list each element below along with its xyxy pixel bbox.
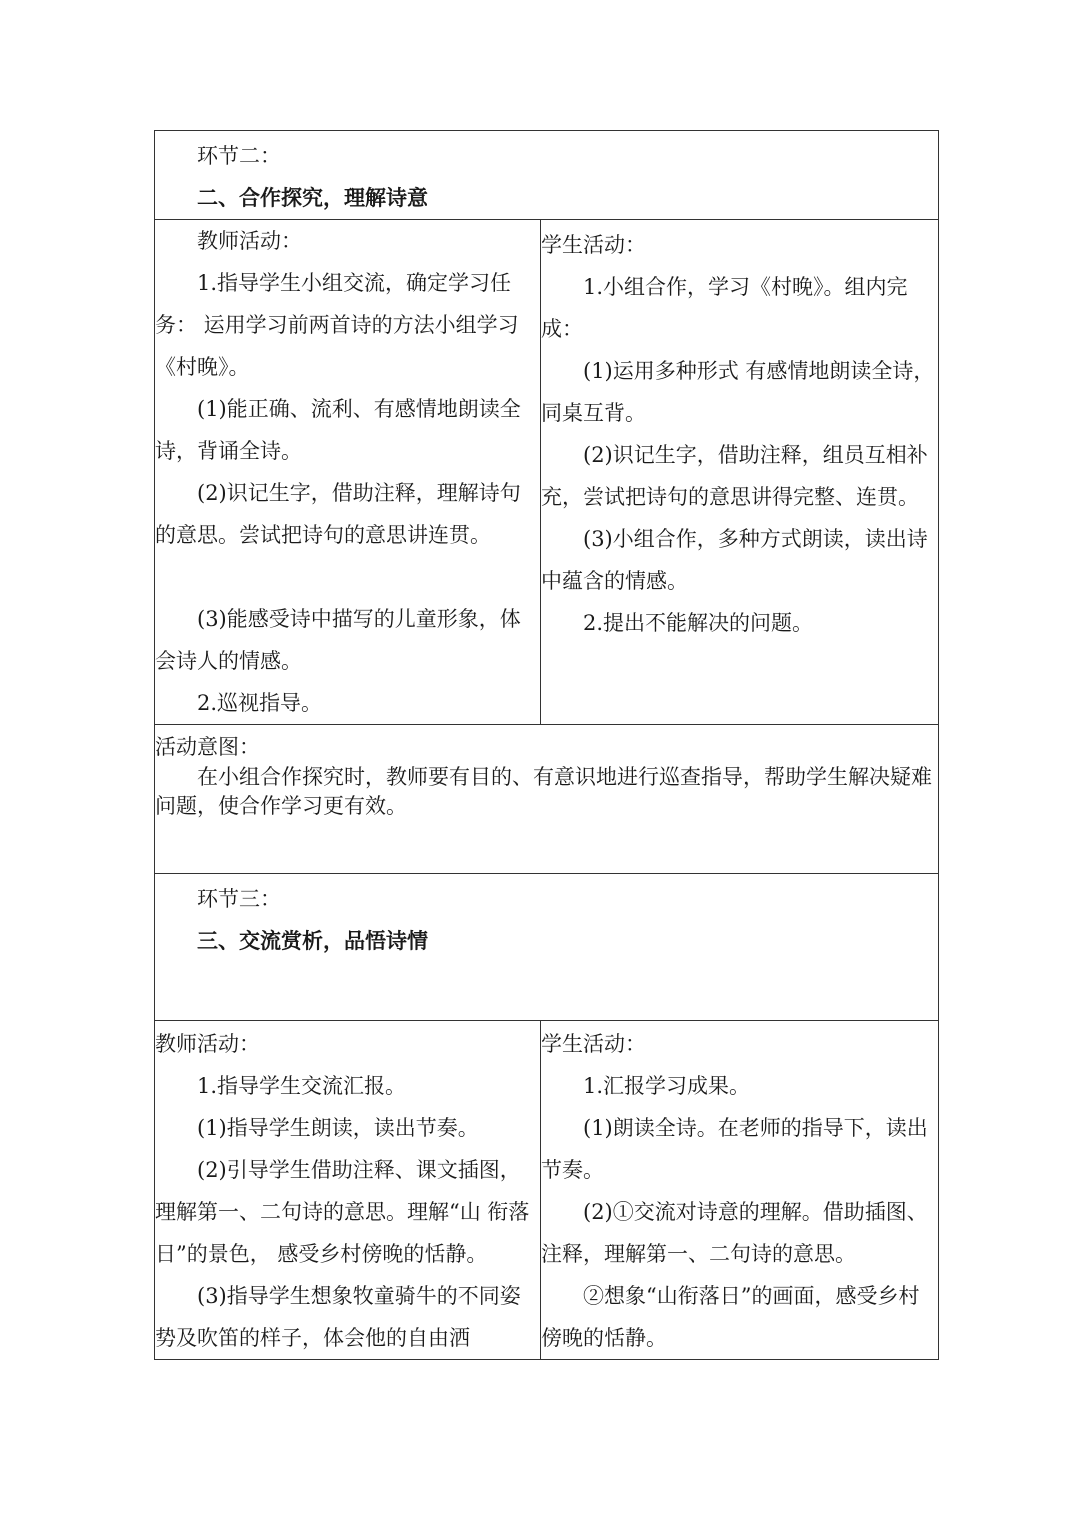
lesson-plan-table [154, 130, 939, 1360]
section3-student-line: ②想象“山衔落日”的画面，感受乡村傍晚的恬静。 [541, 1284, 920, 1350]
section2-intent-row [155, 725, 939, 874]
section2-student-line: (2)识记生字，借助注释，组员互相补充，尝试把诗句的意思讲得完整、连贯。 [541, 443, 928, 509]
section3-teacher-line: (2)引导学生借助注释、课文插图，理解第一、二句诗的意思。理解“山 衔落日”的景色， 感受乡村傍晚的恬静。 [155, 1158, 530, 1266]
section3-header-cell [155, 874, 939, 1021]
section2-teacher-line: (3)能感受诗中描写的儿童形象，体会诗人的情感。 [155, 607, 521, 673]
section3-teacher-line: (3)指导学生想象牧童骑牛的不同姿势及吹笛的样子，体会他的自由洒 [155, 1284, 521, 1350]
section2-teacher-cell [155, 220, 541, 725]
section2-student-line: 2.提出不能解决的问题。 [583, 611, 814, 635]
section2-student-heading: 学生活动： [541, 233, 646, 257]
section2-teacher-heading: 教师活动： [197, 229, 302, 253]
section2-student-line: (1)运用多种形式 有感情地朗读全诗，同桌互背。 [541, 359, 935, 425]
section3-student-heading: 学生活动： [541, 1032, 646, 1056]
section3-activities-row [155, 1021, 939, 1360]
section2-title: 二、合作探究，理解诗意 [197, 186, 428, 210]
section2-teacher-line: 2.巡视指导。 [197, 691, 323, 715]
section2-label: 环节二： [197, 144, 281, 168]
section2-student-cell [541, 220, 939, 725]
section3-teacher-line: 1.指导学生交流汇报。 [197, 1074, 407, 1098]
section2-teacher-line: (1)能正确、流利、有感情地朗读全诗，背诵全诗。 [155, 397, 521, 463]
section2-student-line: 1.小组合作，学习《村晚》。组内完成： [541, 275, 908, 341]
section3-teacher-line: (1)指导学生朗读，读出节奏。 [197, 1116, 479, 1140]
section2-activities-row [155, 220, 939, 725]
section2-intent-text: 在小组合作探究时，教师要有目的、有意识地进行巡查指导，帮助学生解决疑难问题，使合作学习更有效。 [155, 765, 932, 818]
section2-teacher-line: (2)识记生字，借助注释，理解诗句的意思。尝试把诗句的意思讲连贯。 [155, 481, 521, 547]
blank-line [155, 556, 540, 598]
section3-student-cell [541, 1021, 939, 1360]
section3-student-line: (2)①交流对诗意的理解。借助插图、注释，理解第一、二句诗的意思。 [541, 1200, 928, 1266]
section2-intent-cell [155, 725, 939, 874]
section3-teacher-heading: 教师活动： [155, 1032, 260, 1056]
section2-intent-heading: 活动意图： [155, 735, 260, 759]
section3-teacher-cell [155, 1021, 541, 1360]
section2-student-line: (3)小组合作，多种方式朗读，读出诗中蕴含的情感。 [541, 527, 928, 593]
section3-student-line: 1.汇报学习成果。 [583, 1074, 751, 1098]
section3-title: 三、交流赏析，品悟诗情 [197, 929, 428, 953]
section2-teacher-line: 1.指导学生小组交流，确定学习任务： 运用学习前两首诗的方法小组学习《村晚》。 [155, 271, 519, 379]
section3-student-line: (1)朗读全诗。在老师的指导下，读出节奏。 [541, 1116, 928, 1182]
section2-header-row [155, 131, 939, 220]
section3-label: 环节三： [197, 887, 281, 911]
section2-header-cell [155, 131, 939, 220]
section3-header-row [155, 874, 939, 1021]
